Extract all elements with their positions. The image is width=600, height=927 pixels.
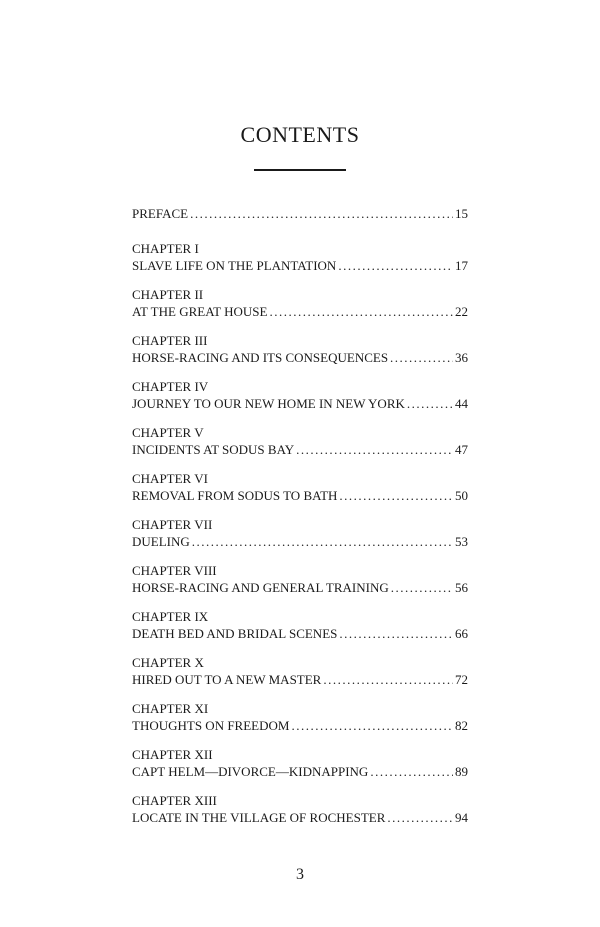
toc-page-number: 50 [455, 488, 468, 503]
toc-page-number: 56 [455, 580, 468, 595]
chapter-number: CHAPTER XI [132, 701, 209, 716]
toc-row [132, 717, 468, 734]
title-divider [254, 169, 346, 171]
dot-leader [387, 809, 453, 826]
dot-leader [296, 441, 453, 458]
chapter-title: CAPT HELM—DIVORCE—KIDNAPPING [132, 764, 369, 779]
toc-row [132, 763, 468, 780]
toc-page-number: 22 [455, 304, 468, 319]
dot-leader [339, 625, 453, 642]
chapter-title: DUELING [132, 534, 190, 549]
toc-entry-chapter-5 [132, 424, 468, 458]
chapter-title: REMOVAL FROM SODUS TO BATH [132, 488, 338, 503]
toc-entry-chapter-12 [132, 746, 468, 780]
chapter-title: HORSE-RACING AND GENERAL TRAINING [132, 580, 389, 595]
toc-entry-chapter-4 [132, 378, 468, 412]
toc-row [132, 579, 468, 596]
toc-entry-chapter-7 [132, 516, 468, 550]
toc-page-number: 94 [455, 810, 468, 825]
dot-leader [407, 395, 453, 412]
toc-page-number: 47 [455, 442, 468, 457]
page-number: 3 [296, 866, 304, 883]
toc-page-number: 66 [455, 626, 468, 641]
chapter-number: CHAPTER VIII [132, 563, 217, 578]
chapter-title: AT THE GREAT HOUSE [132, 304, 268, 319]
chapter-title: LOCATE IN THE VILLAGE OF ROCHESTER [132, 810, 386, 825]
table-of-contents [132, 205, 468, 838]
chapter-number: CHAPTER XII [132, 747, 213, 762]
page-title: CONTENTS [240, 122, 360, 147]
toc-row [132, 809, 468, 826]
chapter-number: CHAPTER IV [132, 379, 209, 394]
toc-entry-chapter-13 [132, 792, 468, 826]
toc-entry-chapter-1 [132, 240, 468, 274]
dot-leader [190, 205, 453, 222]
toc-page-number: 53 [455, 534, 468, 549]
toc-page-number: 17 [455, 258, 468, 273]
chapter-number: CHAPTER XIII [132, 793, 217, 808]
toc-page-number: 82 [455, 718, 468, 733]
dot-leader [323, 671, 453, 688]
toc-entry-chapter-10 [132, 654, 468, 688]
toc-entry-chapter-11 [132, 700, 468, 734]
chapter-title: DEATH BED AND BRIDAL SCENES [132, 626, 338, 641]
toc-page-number: 15 [455, 206, 468, 221]
toc-row [132, 205, 468, 222]
toc-row [132, 257, 468, 274]
chapter-title: HIRED OUT TO A NEW MASTER [132, 672, 322, 687]
toc-title: PREFACE [132, 206, 189, 221]
chapter-number: CHAPTER I [132, 241, 199, 256]
toc-page-number: 89 [455, 764, 468, 779]
toc-entry-chapter-2 [132, 286, 468, 320]
chapter-title: INCIDENTS AT SODUS BAY [132, 442, 295, 457]
toc-row [132, 303, 468, 320]
dot-leader [339, 487, 453, 504]
toc-entry-chapter-6 [132, 470, 468, 504]
toc-entry-chapter-8 [132, 562, 468, 596]
chapter-number: CHAPTER VI [132, 471, 208, 486]
chapter-number: CHAPTER IX [132, 609, 209, 624]
toc-page-number: 72 [455, 672, 468, 687]
dot-leader [192, 533, 453, 550]
chapter-title: HORSE-RACING AND ITS CONSEQUENCES [132, 350, 389, 365]
chapter-number: CHAPTER VII [132, 517, 213, 532]
toc-entry-preface [132, 205, 468, 222]
chapter-title: THOUGHTS ON FREEDOM [132, 718, 290, 733]
toc-row [132, 441, 468, 458]
toc-row [132, 395, 468, 412]
chapter-number: CHAPTER II [132, 287, 204, 302]
dot-leader [391, 579, 453, 596]
chapter-title: SLAVE LIFE ON THE PLANTATION [132, 258, 337, 273]
toc-row [132, 349, 468, 366]
toc-row [132, 533, 468, 550]
chapter-title: JOURNEY TO OUR NEW HOME IN NEW YORK [132, 396, 405, 411]
chapter-number: CHAPTER III [132, 333, 208, 348]
dot-leader [370, 763, 453, 780]
toc-row [132, 671, 468, 688]
toc-row [132, 487, 468, 504]
toc-entry-chapter-3 [132, 332, 468, 366]
chapter-number: CHAPTER X [132, 655, 204, 670]
dot-leader [390, 349, 453, 366]
toc-page-number: 36 [455, 350, 468, 365]
toc-row [132, 625, 468, 642]
chapter-number: CHAPTER V [132, 425, 204, 440]
toc-entry-chapter-9 [132, 608, 468, 642]
dot-leader [269, 303, 453, 320]
dot-leader [291, 717, 453, 734]
toc-page-number: 44 [455, 396, 468, 411]
dot-leader [338, 257, 453, 274]
